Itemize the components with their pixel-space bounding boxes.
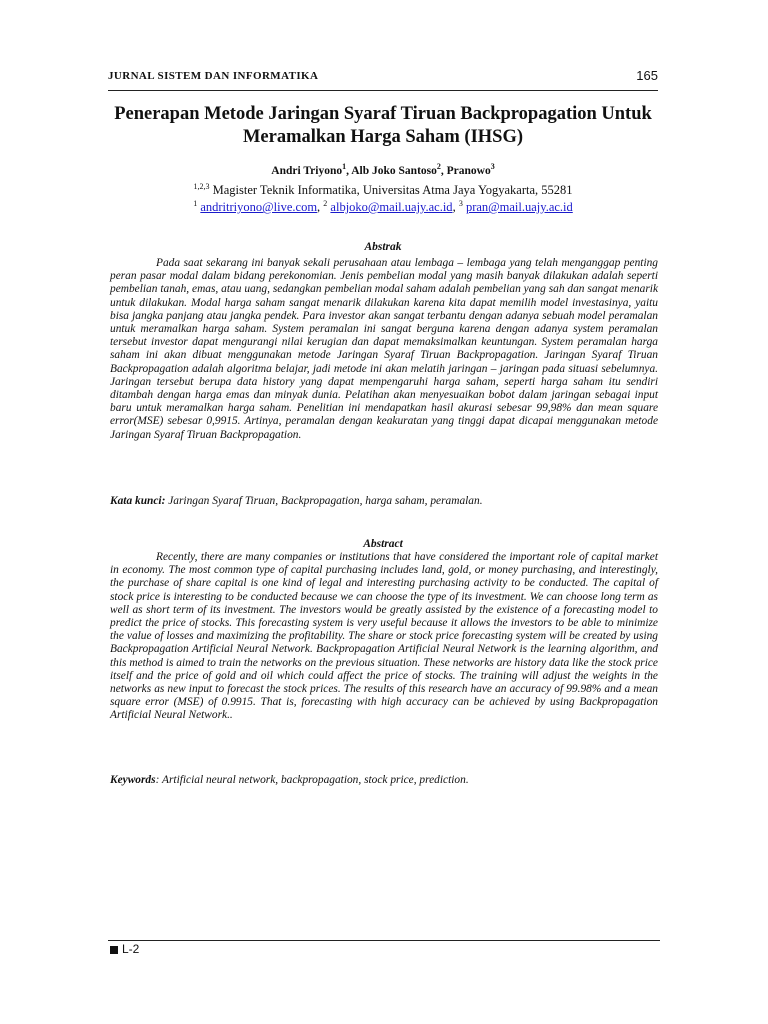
- abstract-heading: Abstract: [363, 538, 403, 550]
- author-list: Andri Triyono$^1$, Alb Joko Santoso$^2$, Pranowo$^3$: [271, 162, 495, 177]
- author-name: Andri Triyono: [271, 165, 343, 177]
- keywords-label: Keywords: [110, 774, 156, 786]
- keywords-text: Jaringan Syaraf Tiruan, Backpropagation, harga saham, peramalan.: [168, 495, 483, 507]
- abstrak-body: Pada saat sekarang ini banyak sekali perusahaan atau lembaga – lembaga yang telah menganggap penting peran pasar modal dalam bidang perekonomian. Jenis pembelian modal yang masih banyak dilakukan adalah seperti pembelian tanah, emas, atau uang, sedangkan pembelian modal saham adalah pembelian yang sah dan sangat menarik untuk dilakukan. Modal harga saham sangat menarik dilakukan karena kita dapat memilih model investasinya, yaitu bisa jangka panjang atau jangka pendek. Para investor akan sangat terbantu dengan adanya sebuah model peramalan untuk meramalkan harga saham. System peramalan ini sangat berguna karena dengan adanya system peramalan tersebut investor dapat mengurangi nilai kerugian dan dapat memaksimalkan keuntungan. System peramalan harga saham ini akan dibuat menggunakan metode Jaringan Syaraf Tiruan Backpropagation. Jaringan Syaraf Tiruan Backpropagation adalah algoritma belajar, jadi metode ini akan melatih jaringan – jaringan pada situasi sebelumnya. Jaringan tersebut berupa data history yang dapat mempengaruhi harga saham, seperti harga saham itu sendiri ditambah dengan harga emas dan minyak dunia. Pelatihan akan menyesuaikan bobot dalam jaringan sebagai input baru untuk meramalkan harga saham. Penelitian ini mendapatkan hasil akurasi sebesar 99,98% dan mean square error(MSE) sebesar 0,9915. Artinya, peramalan dengan keakuratan yang tinggi dapat dicapai menggunakan metode Jaringan Syaraf Tiruan Backpropagation.: [110, 257, 658, 441]
- header-divider: [108, 90, 658, 91]
- black-square-icon: [110, 946, 118, 954]
- page-number: 165: [636, 68, 658, 83]
- author-name: Pranowo: [446, 165, 491, 177]
- title-line-2: Meramalkan Harga Saham (IHSG): [242, 127, 524, 147]
- paper-title: [108, 103, 658, 149]
- footer-label: L-2: [122, 942, 140, 956]
- abstrak-keywords: [110, 495, 658, 507]
- abstract-keywords: [110, 774, 658, 786]
- affiliation: [108, 183, 658, 198]
- keywords-label: Kata kunci:: [110, 495, 166, 507]
- email-link[interactable]: pran@mail.uajy.ac.id: [465, 200, 573, 214]
- email-sup: 3: [458, 198, 463, 208]
- email-list: $^1$ andritriyono@live.com, $^2$ albjoko@mail.uajy.ac.id, $^3$ pran@mail.uajy.ac.id: [193, 198, 573, 214]
- author-sup: 2: [436, 162, 441, 172]
- email-sup: 2: [323, 198, 328, 208]
- page-footer: [110, 942, 139, 956]
- footer-divider: [108, 940, 660, 941]
- email-link[interactable]: andritriyono@live.com: [200, 200, 318, 214]
- abstrak-heading: Abstrak: [364, 241, 402, 253]
- author-sup: 1: [342, 162, 347, 172]
- author-sup: 3: [490, 162, 495, 172]
- title-line-1: Penerapan Metode Jaringan Syaraf Tiruan Backpropagation Untuk: [114, 104, 652, 124]
- email-link[interactable]: albjoko@mail.uajy.ac.id: [330, 200, 453, 214]
- running-header: [108, 68, 658, 90]
- email-sup: 1: [193, 198, 198, 208]
- keywords-text: : Artificial neural network, backpropagation, stock price, prediction.: [155, 774, 469, 786]
- affiliation-sup: 1,2,3: [193, 181, 210, 191]
- affiliation-text: Magister Teknik Informatika, Universitas Atma Jaya Yogyakarta, 55281: [212, 183, 573, 197]
- abstract-body: Recently, there are many companies or institutions that have considered the important role of capital market in economy. The most common type of capital purchasing includes land, gold, or money purchasing, and interestingly, the purchase of share capital is one kind of legal and interesting purchasing activity to be conducted. The capital of stock price is interesting to be conducted because we can choose the type of its investment. We can choose long term as well as short term of its investment. The investors would be greatly assisted by the existence of a forecasting model to predict the price of stocks. This forecasting system is very useful because it allows the investors to be able to minimize the value of losses and maximizing the profitability. The share or stock price forecasting system will be created by using Backpropagation Artificial Neural Network. Backpropagation Artificial Neural Network is the learning algorithm, and this method is aimed to train the networks on the previous situation. These networks are history data like the stock price itself and the price of gold and oil which could affect the price of stocks. The training will adjust the weights in the networks as new input to forecast the stock prices. The results of this research have an accuracy of 99.98% and a mean square error (MSE) of 0.9915. That is, forecasting with high accuracy can be achieved by using Backpropagation Artificial Neural Network..: [110, 551, 658, 722]
- author-name: Alb Joko Santoso: [351, 165, 437, 177]
- journal-name: JURNAL SISTEM DAN INFORMATIKA: [108, 70, 319, 82]
